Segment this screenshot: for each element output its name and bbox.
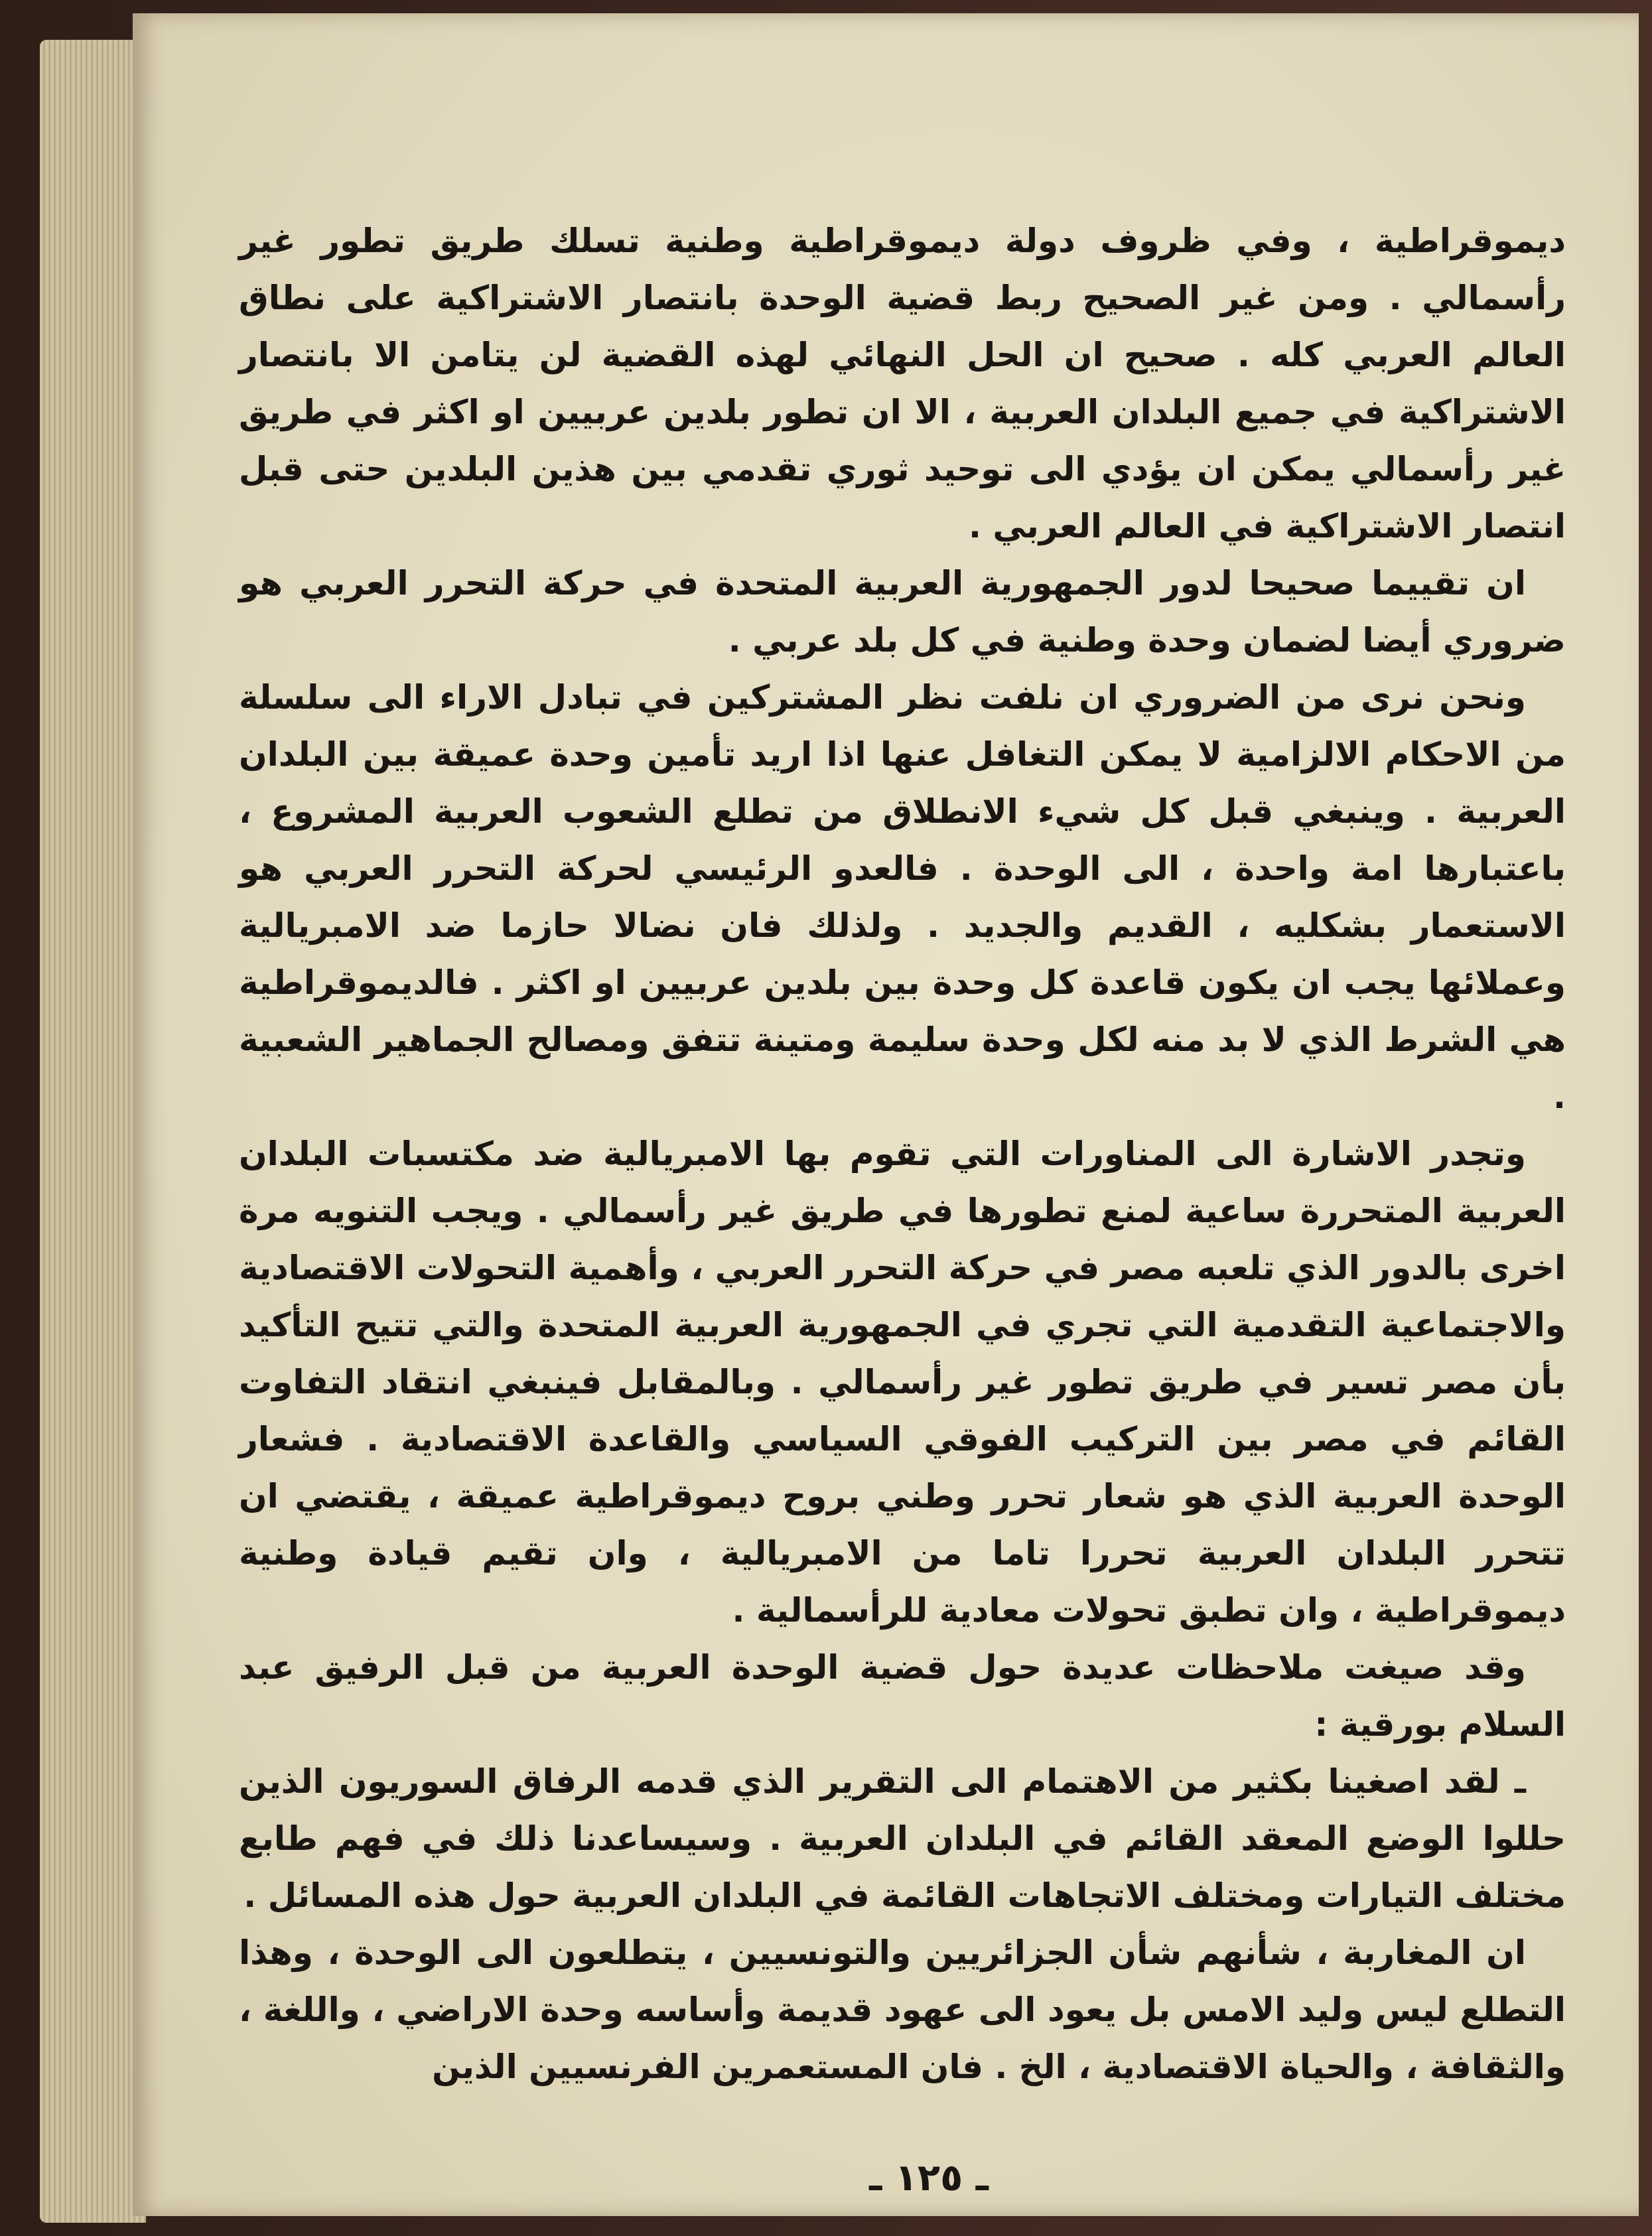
paragraph-2: ان تقييما صحيحا لدور الجمهورية العربية المتحدة في حركة التحرر العربي هو ضروري أيضا لضمان وحدة وطنية في كل بلد عربي . [239,564,1566,660]
paragraph-1: ديموقراطية ، وفي ظروف دولة ديموقراطية وطنية تسلك طريق تطور غير رأسمالي . ومن غير الصحيح ربط قضية الوحدة بانتصار الاشتراكية على نطاق العالم العربي كله . صحيح ان الحل النهائي لهذه القضية لن يتامن الا بانتصار الاشتراكية في جميع البلدان العربية ، الا ان تطور بلدين عربيين او اكثر في طريق غير رأسمالي يمكن ان يؤدي الى توحيد ثوري تقدمي بين هذين البلدين حتى قبل انتصار الاشتراكية في العالم العربي . [239,222,1566,545]
book-page-edges [40,40,146,2223]
paragraph-7: ان المغاربة ، شأنهم شأن الجزائريين والتونسيين ، يتطلعون الى الوحدة ، وهذا التطلع ليس وليد الامس بل يعود الى عهود قديمة وأساسه وحدة الاراضي ، واللغة ، والثقافة ، والحياة الاقتصادية ، الخ . فان المستعمرين الفرنسيين الذين [239,1933,1566,2086]
paragraph-4: وتجدر الاشارة الى المناورات التي تقوم بها الامبريالية ضد مكتسبات البلدان العربية المتحررة ساعية لمنع تطورها في طريق غير رأسمالي . ويجب التنويه مرة اخرى بالدور الذي تلعبه مصر في حركة التحرر العربي ، وأهمية التحولات الاقتصادية والاجتماعية التقدمية التي تجري في الجمهورية العربية المتحدة والتي تتيح التأكيد بأن مصر تسير في طريق تطور غير رأسمالي . وبالمقابل فينبغي انتقاد التفاوت القائم في مصر بين التركيب الفوقي السياسي والقاعدة الاقتصادية . فشعار الوحدة العربية الذي هو شعار تحرر وطني بروح ديموقراطية عميقة ، يقتضي ان تتحرر البلدان العربية تحررا تاما من الامبريالية ، وان تقيم قيادة وطنية ديموقراطية ، وان تطبق تحولات معادية للرأسمالية . [239,1135,1566,1630]
paragraph-5: وقد صيغت ملاحظات عديدة حول قضية الوحدة العربية من قبل الرفيق عبد السلام بورقية : [239,1648,1566,1744]
paragraph-6: ـ لقد اصغينا بكثير من الاهتمام الى التقرير الذي قدمه الرفاق السوريون الذين حللوا الوضع المعقد القائم في البلدان العربية . وسيساعدنا ذلك في فهم طابع مختلف التيارات ومختلف الاتجاهات القائمة في البلدان العربية حول هذه المسائل . [239,1762,1566,1915]
body-text [239,212,1566,2095]
page-number: ـ ١٢٥ ـ [869,2156,989,2200]
paragraph-3: ونحن نرى من الضروري ان نلفت نظر المشتركين في تبادل الاراء الى سلسلة من الاحكام الالزامية لا يمكن التغافل عنها اذا اريد تأمين وحدة عميقة بين البلدان العربية . وينبغي قبل كل شيء الانطلاق من تطلع الشعوب العربية المشروع ، باعتبارها امة واحدة ، الى الوحدة . فالعدو الرئيسي لحركة التحرر العربي هو الاستعمار بشكليه ، القديم والجديد . ولذلك فان نضالا حازما ضد الامبريالية وعملائها يجب ان يكون قاعدة كل وحدة بين بلدين عربيين او اكثر . فالديموقراطية هي الشرط الذي لا بد منه لكل وحدة سليمة ومتينة تتفق ومصالح الجماهير الشعبية . [239,678,1566,1116]
